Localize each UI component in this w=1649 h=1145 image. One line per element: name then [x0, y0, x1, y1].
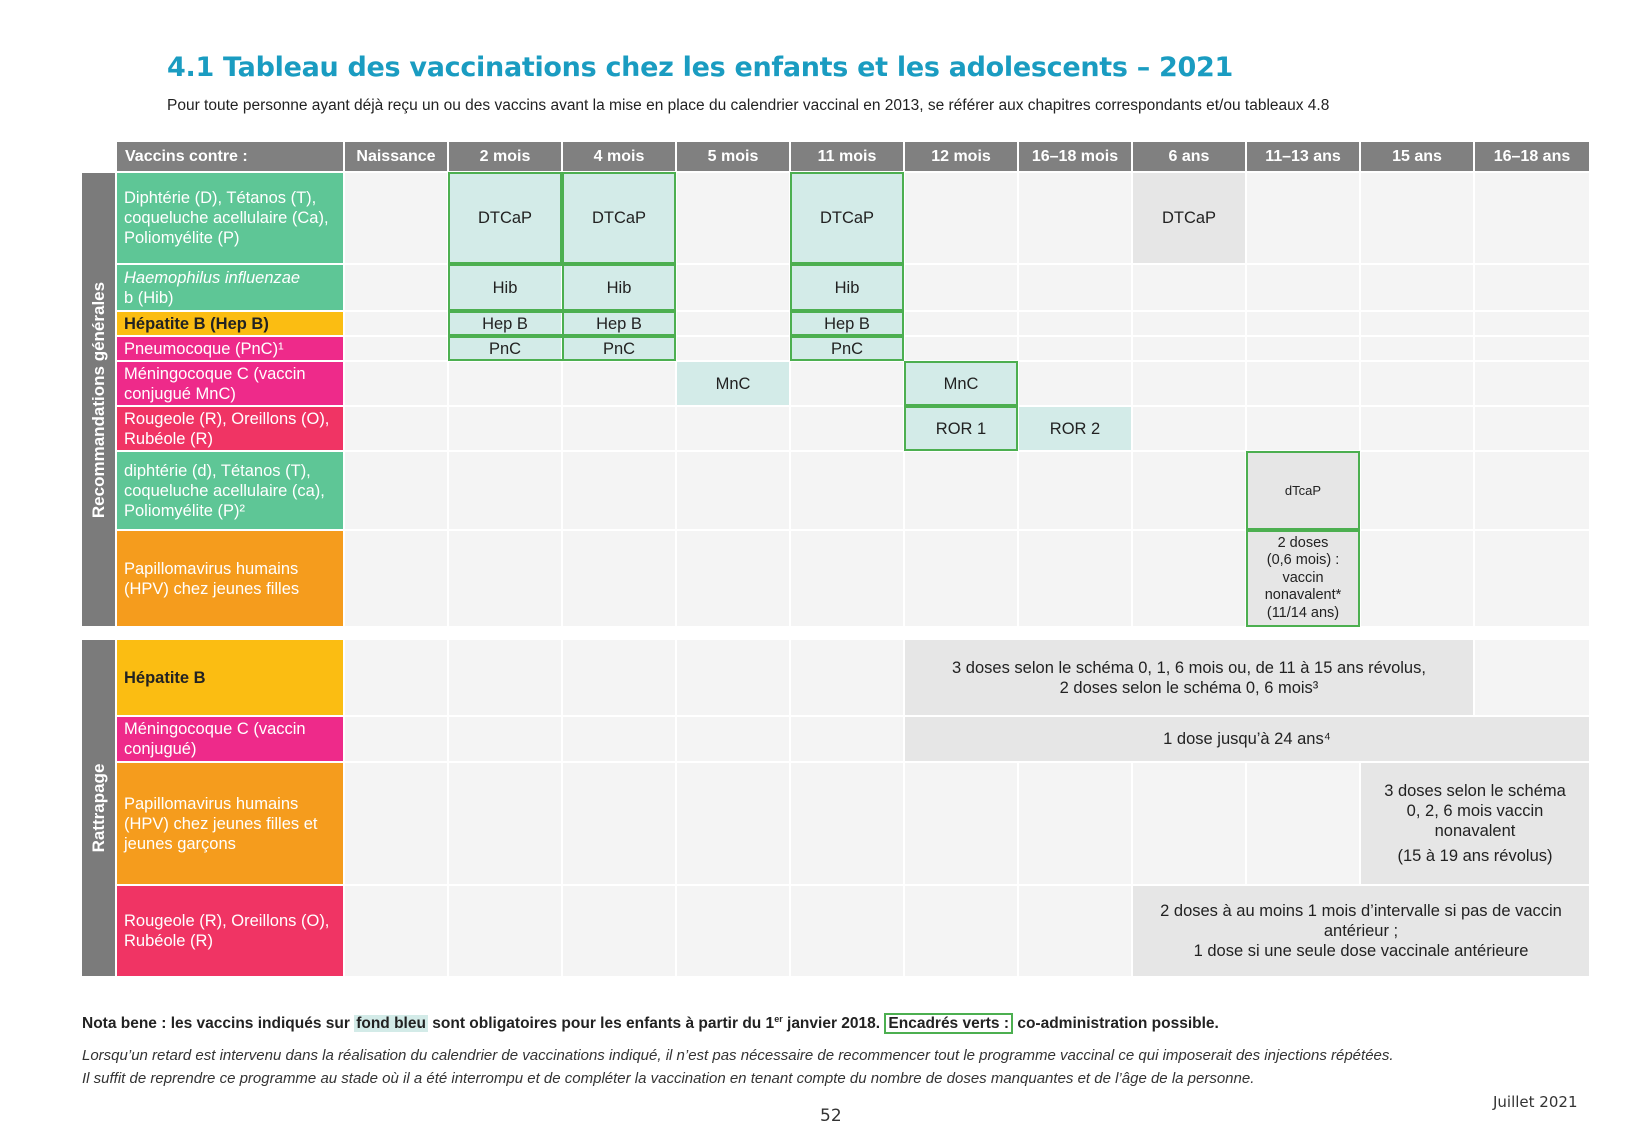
dose-pnc-11m: PnC: [791, 337, 903, 360]
nota-bene-sup: er: [774, 1013, 783, 1024]
header-age-6y: 6 ans: [1133, 142, 1245, 171]
hpv-line: nonavalent*: [1264, 587, 1342, 604]
vaccine-dtcap: Diphtérie (D), Tétanos (T), coqueluche acellulaire (Ca), Poliomyélite (P): [117, 173, 343, 263]
catchup-hepb: Hépatite B: [117, 640, 343, 715]
catchup-hpv-line: 0, 2, 6 mois vaccin: [1406, 802, 1544, 820]
catchup-ror-range: [1133, 886, 1589, 976]
dose-dtcap-4m: DTCaP: [563, 173, 675, 263]
header-age-12m: 12 mois: [905, 142, 1017, 171]
catchup-mnc-range: 1 dose jusqu’à 24 ans⁴: [905, 717, 1589, 761]
dose-hepb-4m: Hep B: [563, 312, 675, 335]
vaccine-hepb: Hépatite B (Hep B): [117, 312, 343, 335]
delay-note: [82, 1044, 1394, 1090]
header-age-11-13y: 11–13 ans: [1247, 142, 1359, 171]
vaccine-hib: [117, 265, 343, 310]
header-age-birth: Naissance: [345, 142, 447, 171]
catchup-hepb-range: [905, 640, 1473, 715]
row-divider: [345, 450, 1589, 452]
dose-dtcap-2m: DTCaP: [449, 173, 561, 263]
dose-hib-11m: Hib: [791, 265, 903, 310]
catchup-hpv-range: [1361, 763, 1589, 884]
header-vaccines: Vaccins contre :: [117, 142, 343, 171]
dose-ror2-16-18m: ROR 2: [1019, 407, 1131, 450]
vaccine-ror: Rougeole (R), Oreillons (O), Rubéole (R): [117, 407, 343, 450]
catchup-hpv: Papillomavirus humains (HPV) chez jeunes filles et jeunes garçons: [117, 763, 343, 884]
grid-column: [791, 640, 903, 976]
nota-bene-text: janvier 2018.: [782, 1015, 885, 1032]
section-label-general: Recommandations générales: [82, 173, 115, 626]
header-age-11m: 11 mois: [791, 142, 903, 171]
header-age-16-18m: 16–18 mois: [1019, 142, 1131, 171]
delay-note-line: Il suffit de reprendre ce programme au stade où il a été interrompu et de compléter la vaccination en tenant compte du nombre de doses manquantes et de l’âge de la personne.: [82, 1070, 1255, 1087]
dose-pnc-2m: PnC: [449, 337, 561, 360]
vaccine-hpv: Papillomavirus humains (HPV) chez jeunes filles: [117, 531, 343, 626]
header-age-4m: 4 mois: [563, 142, 675, 171]
dose-dtcap-11-13y: dTcaP: [1247, 452, 1359, 529]
dose-pnc-4m: PnC: [563, 337, 675, 360]
catchup-mnc: Méningocoque C (vaccin conjugué): [117, 717, 343, 761]
vaccine-hib-italic: Haemophilus influenzae: [124, 269, 301, 287]
catchup-hepb-line: 3 doses selon le schéma 0, 1, 6 mois ou, de 11 à 15 ans révolus,: [952, 658, 1426, 677]
catchup-ror: Rougeole (R), Oreillons (O), Rubéole (R): [117, 886, 343, 976]
legend-green-frame: Encadrés verts :: [884, 1013, 1013, 1034]
hpv-line: vaccin: [1282, 569, 1324, 586]
grid-column: [345, 640, 447, 976]
catchup-hpv-line: nonavalent: [1434, 822, 1516, 840]
page-number: 52: [820, 1106, 842, 1126]
dose-dtcap-6y: DTCaP: [1133, 173, 1245, 263]
catchup-ror-line: antérieur ;: [1323, 922, 1399, 940]
dose-mnc-12m: MnC: [905, 362, 1017, 405]
grid-column: [1361, 173, 1473, 626]
row-divider: [345, 529, 1589, 531]
vaccine-hib-rest: b (Hib): [124, 289, 174, 307]
legend-blue-background: fond bleu: [356, 1015, 426, 1032]
dose-hepb-11m: Hep B: [791, 312, 903, 335]
vaccine-mnc: Méningocoque C (vaccin conjugué MnC): [117, 362, 343, 405]
delay-note-line: Lorsqu’un retard est intervenu dans la réalisation du calendrier de vaccinations indiqué, il n’est pas nécessaire de recommencer tout le programme vaccinal ce qui imposerait des injections répétées.: [82, 1047, 1394, 1064]
dose-hib-2m: Hib: [449, 265, 561, 310]
header-age-16-18y: 16–18 ans: [1475, 142, 1589, 171]
publication-date: Juillet 2021: [1493, 1093, 1578, 1111]
grid-column: [1019, 173, 1131, 626]
vaccine-pnc: Pneumocoque (PnC)¹: [117, 337, 343, 360]
dose-hpv-11-13y: [1247, 531, 1359, 626]
nota-bene-text: Nota bene : les vaccins indiqués sur: [82, 1015, 355, 1032]
hpv-line: 2 doses: [1277, 534, 1329, 551]
page-title: 4.1 Tableau des vaccinations chez les enfants et les adolescents – 2021: [167, 52, 1234, 83]
catchup-hpv-line: 3 doses selon le schéma: [1384, 782, 1566, 800]
catchup-hepb-line: 2 doses selon le schéma 0, 6 mois³: [1059, 678, 1319, 697]
nota-bene-text: sont obligatoires pour les enfants à partir du 1: [427, 1015, 775, 1032]
hpv-line: (11/14 ans): [1266, 604, 1340, 621]
nota-bene-text: co-administration possible.: [1013, 1015, 1219, 1032]
grid-column: [677, 640, 789, 976]
page-subtitle: Pour toute personne ayant déjà reçu un ou des vaccins avant la mise en place du calendrier vaccinal en 2013, se référer aux chapitres correspondants et/ou tableaux 4.8: [167, 97, 1330, 114]
dose-dtcap-11m: DTCaP: [791, 173, 903, 263]
header-age-5m: 5 mois: [677, 142, 789, 171]
section-label-catchup: Rattrapage: [82, 640, 115, 976]
dose-hepb-2m: Hep B: [449, 312, 561, 335]
grid-column: [449, 640, 561, 976]
catchup-hpv-line: (15 à 19 ans révolus): [1397, 847, 1553, 865]
grid-column: [563, 640, 675, 976]
catchup-ror-line: 2 doses à au moins 1 mois d’intervalle si pas de vaccin: [1160, 902, 1562, 920]
grid-column: [345, 173, 447, 626]
dose-hib-4m: Hib: [563, 265, 675, 310]
header-age-2m: 2 mois: [449, 142, 561, 171]
header-age-15y: 15 ans: [1361, 142, 1473, 171]
nota-bene: [82, 1015, 1219, 1033]
hpv-line: (0,6 mois) :: [1266, 552, 1340, 569]
catchup-ror-line: 1 dose si une seule dose vaccinale antérieure: [1193, 942, 1529, 960]
dose-ror1-12m: ROR 1: [905, 407, 1017, 450]
vaccine-dtcap-booster: diphtérie (d), Tétanos (T), coqueluche acellulaire (ca), Poliomyélite (P)²: [117, 452, 343, 529]
grid-column: [1475, 173, 1589, 626]
dose-mnc-5m: MnC: [677, 362, 789, 405]
